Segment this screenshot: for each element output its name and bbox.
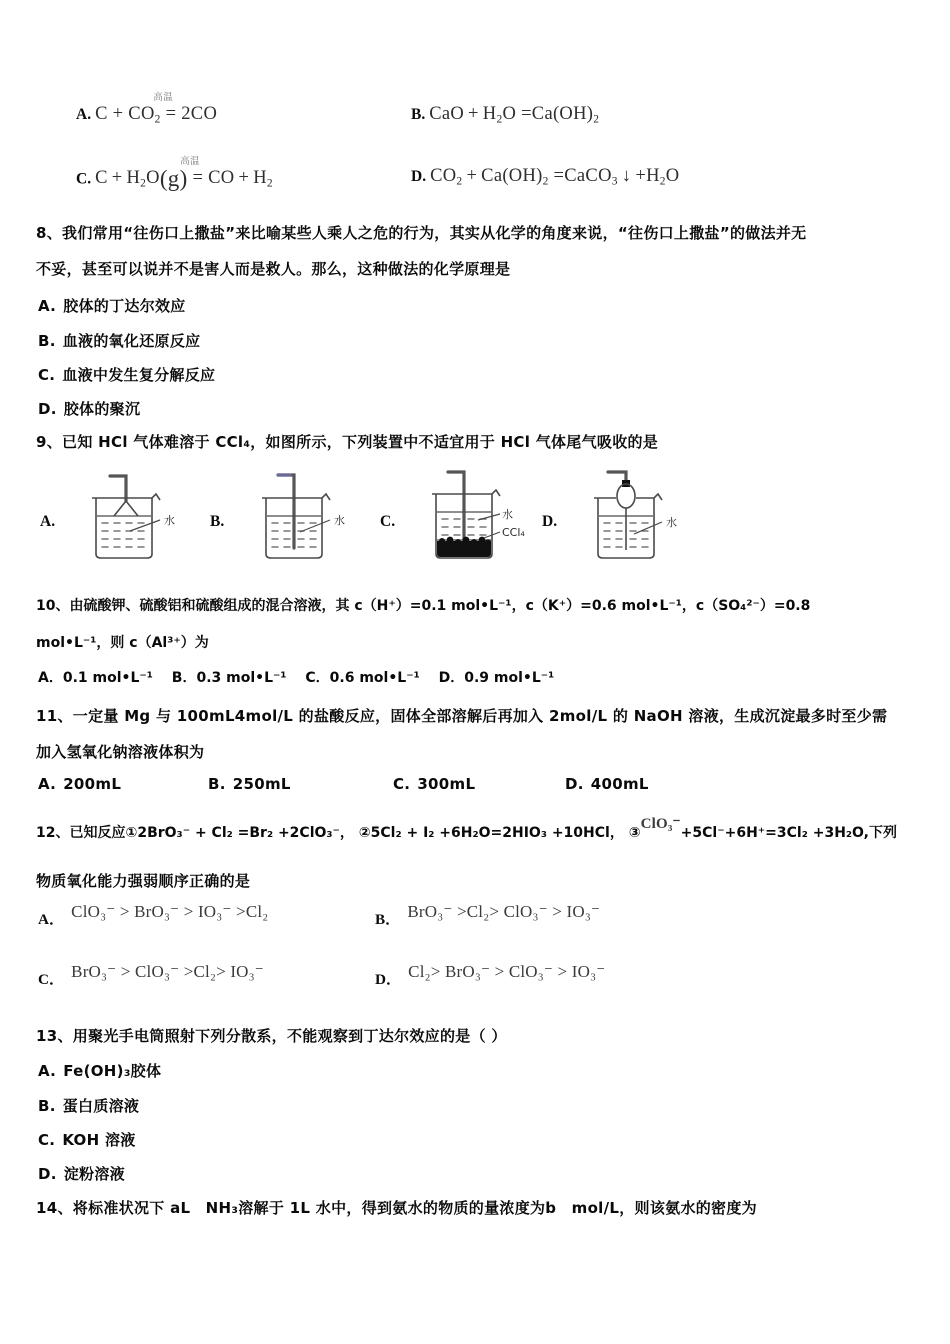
q12-option-d-label: D． — [375, 971, 402, 988]
q9-figure-c-label: C. — [380, 513, 396, 530]
q13-number: 13、 — [36, 1027, 73, 1045]
q8-option-b — [38, 330, 200, 351]
q13-option-c-text: KOH 溶液 — [62, 1131, 136, 1149]
q9-figure-c-tag-ccl4: CCl₄ — [502, 526, 525, 539]
q8-option-c — [38, 364, 215, 385]
q9-figure-b-tag-water: 水 — [334, 514, 345, 527]
q7-option-b-equation: CaO + $H_2O =Ca(OH)_2$ — [429, 104, 600, 126]
q11-number: 11、 — [36, 707, 73, 725]
q8-option-a — [38, 295, 186, 316]
q10-stem-line1 — [36, 595, 810, 615]
q13-option-a-label: A. — [38, 1062, 57, 1080]
q12-option-a-label: A． — [38, 911, 65, 928]
q11-stem-line1 — [36, 705, 887, 726]
q9-stem — [36, 431, 658, 452]
q13-option-d-label: D. — [38, 1165, 57, 1183]
q13-option-c-label: C. — [38, 1131, 56, 1149]
q12-option-c — [38, 962, 264, 989]
q14-stem — [36, 1197, 757, 1218]
q11-option-a-text: 200mL — [63, 775, 122, 793]
q7-option-a-label: A. — [76, 106, 92, 123]
q13-option-b-label: B. — [38, 1097, 56, 1115]
q13-option-b — [38, 1095, 139, 1116]
q12-reaction2: 5Cl₂ + I₂ +6H₂O=2HIO₃ +10HCl， — [370, 825, 624, 841]
q13-option-d — [38, 1163, 125, 1184]
q8-option-a-text: 胶体的丁达尔效应 — [63, 297, 186, 315]
q8-option-a-label: A. — [38, 297, 57, 315]
q9-figure-c-tag-water: 水 — [502, 508, 513, 521]
q13-option-b-text: 蛋白质溶液 — [62, 1097, 140, 1115]
q8-option-b-label: B. — [38, 332, 56, 350]
q11-option-a — [38, 775, 121, 793]
q8-option-d — [38, 398, 140, 419]
q12-option-b-sequence: BrO₃⁻ >Cl₂> ClO₃⁻ > IO₃⁻ — [407, 902, 601, 921]
q13-stem — [36, 1025, 507, 1046]
q13-stem-text: 用聚光手电筒照射下列分散系，不能观察到丁达尔效应的是（ ） — [72, 1027, 507, 1045]
q7-a-eq-left: C + CO — [95, 104, 155, 124]
q12-reaction3: +5Cl⁻+6H⁺=3Cl₂ +3H₂O,下列 — [680, 825, 897, 841]
q12-option-d — [375, 962, 606, 989]
q12-option-a — [38, 902, 269, 929]
q12-option-a-sequence: ClO₃⁻ > BrO₃⁻ > IO₃⁻ >Cl₂ — [71, 902, 269, 921]
q7-option-d — [411, 166, 679, 187]
q9-figure-d-tag-water: 水 — [666, 516, 677, 529]
q9-figure-c — [378, 468, 543, 568]
q11-option-b-label: B. — [208, 775, 226, 793]
q12-reaction3-ion: ClO₃⁻ — [640, 816, 681, 832]
q9-figure-d — [540, 468, 705, 568]
q9-stem-text: 已知 HCl 气体难溶于 CCl₄，如图所示，下列装置中不适宜用于 HCl 气体尾气吸收的是 — [62, 433, 659, 451]
q12-number: 12、 — [36, 825, 70, 841]
q7-option-d-equation: $CO_2 + Ca(OH)_2$ =CaCO$_3$ ↓ $+H_2O$ — [430, 166, 680, 188]
q11-stem-text1: 一定量 Mg 与 100mL4mol/L 的盐酸反应，固体全部溶解后再加入 2mol/L 的 NaOH 溶液，生成沉淀最多时至少需 — [72, 707, 888, 725]
q13-option-a-text: Fe(OH)₃胶体 — [63, 1062, 162, 1080]
q13-option-c — [38, 1129, 136, 1150]
q8-option-d-label: D. — [38, 400, 57, 418]
q8-stem-line2: 不妥，甚至可以说并不是害人而是救人。那么，这种做法的化学原理是 — [36, 260, 511, 278]
q10-number: 10、 — [36, 598, 70, 614]
q13-option-d-text: 淀粉溶液 — [63, 1165, 125, 1183]
q11-option-b — [208, 775, 291, 793]
q12-option-b-label: B． — [375, 911, 401, 928]
q11-option-d — [565, 775, 649, 793]
q8-option-c-text: 血液中发生复分解反应 — [62, 366, 216, 384]
q12-option-b — [375, 902, 601, 929]
q12-reaction1: 2BrO₃⁻ + Cl₂ =Br₂ +2ClO₃⁻， — [137, 825, 354, 841]
q11-option-c-text: 300mL — [417, 775, 476, 793]
q11-option-a-label: A. — [38, 775, 57, 793]
q7-a-eq-right: = 2CO — [165, 104, 218, 124]
q10-stem-text1: 由硫酸钾、硫酸铝和硫酸组成的混合溶液，其 c（H⁺）=0.1 mol•L⁻¹，c（K⁺）=0.6 mol•L⁻¹，c（SO₄²⁻）=0.8 — [69, 598, 811, 614]
q7-option-a-equation — [95, 92, 218, 126]
q12-option-d-sequence: Cl₂> BrO₃⁻ > ClO₃⁻ > IO₃⁻ — [408, 962, 606, 981]
q12-option-c-label: C． — [38, 971, 65, 988]
q11-option-d-label: D. — [565, 775, 584, 793]
q7-option-c — [76, 156, 273, 192]
q8-option-b-text: 血液的氧化还原反应 — [62, 332, 201, 350]
q9-figure-b-label: B. — [210, 513, 225, 530]
q8-option-c-label: C. — [38, 366, 56, 384]
q7-option-c-equation: $C + H_2O(g)$ 高温 = CO + $H_2$ — [95, 168, 273, 188]
q7-option-c-label: C. — [76, 170, 92, 188]
q12-stem-prefix: 已知反应① — [69, 825, 138, 841]
q9-figure-a-tag-water: 水 — [164, 514, 175, 527]
q12-stem-line1 — [36, 816, 897, 842]
q7-c-condition: 高温 — [180, 156, 200, 168]
q8-stem-text1: 我们常用“往伤口上撒盐”来比喻某些人乘人之危的行为，其实从化学的角度来说，“往伤口上撒盐”的做法并无 — [62, 224, 807, 242]
q11-option-d-text: 400mL — [590, 775, 649, 793]
q7-option-b — [411, 104, 599, 125]
q9-figure-a-label: A. — [40, 513, 56, 530]
q10-stem-line2: mol•L⁻¹，则 c（Al³⁺）为 — [36, 635, 209, 651]
q7-a-condition: 高温 — [153, 92, 173, 103]
q14-stem-text: 将标准状况下 aL NH₃溶解于 1L 水中，得到氨水的物质的量浓度为b mol/L，则该氨水的密度为 — [72, 1199, 757, 1217]
q11-option-b-text: 250mL — [232, 775, 291, 793]
q10-options-line: A．0.1 mol•L⁻¹ B．0.3 mol•L⁻¹ C．0.6 mol•L⁻¹ D．0.9 mol•L⁻¹ — [38, 670, 555, 686]
q9-figure-b — [208, 468, 373, 568]
q9-figure-d-label: D. — [542, 513, 558, 530]
q12-stem-line2: 物质氧化能力强弱顺序正确的是 — [36, 872, 251, 890]
q11-stem-line2: 加入氢氧化钠溶液体积为 — [36, 743, 205, 761]
q9-number: 9、 — [36, 433, 63, 451]
q7-a-eq-sub: 2 — [154, 113, 161, 126]
q12-reaction3-prefix: ③ — [628, 825, 641, 841]
q12-reaction2-prefix: ② — [358, 825, 371, 841]
q11-option-c — [393, 775, 475, 793]
q14-number: 14、 — [36, 1199, 73, 1217]
q8-stem-line1 — [36, 222, 807, 243]
q7-option-a — [76, 92, 218, 126]
q11-option-c-label: C. — [393, 775, 411, 793]
q8-number: 8、 — [36, 224, 63, 242]
q7-option-b-label: B. — [411, 106, 426, 123]
q13-option-a — [38, 1060, 161, 1081]
q12-option-c-sequence: BrO₃⁻ > ClO₃⁻ >Cl₂> IO₃⁻ — [71, 962, 264, 981]
q7-option-d-label: D. — [411, 168, 427, 185]
q9-figure-a — [38, 468, 203, 568]
q8-option-d-text: 胶体的聚沉 — [63, 400, 141, 418]
